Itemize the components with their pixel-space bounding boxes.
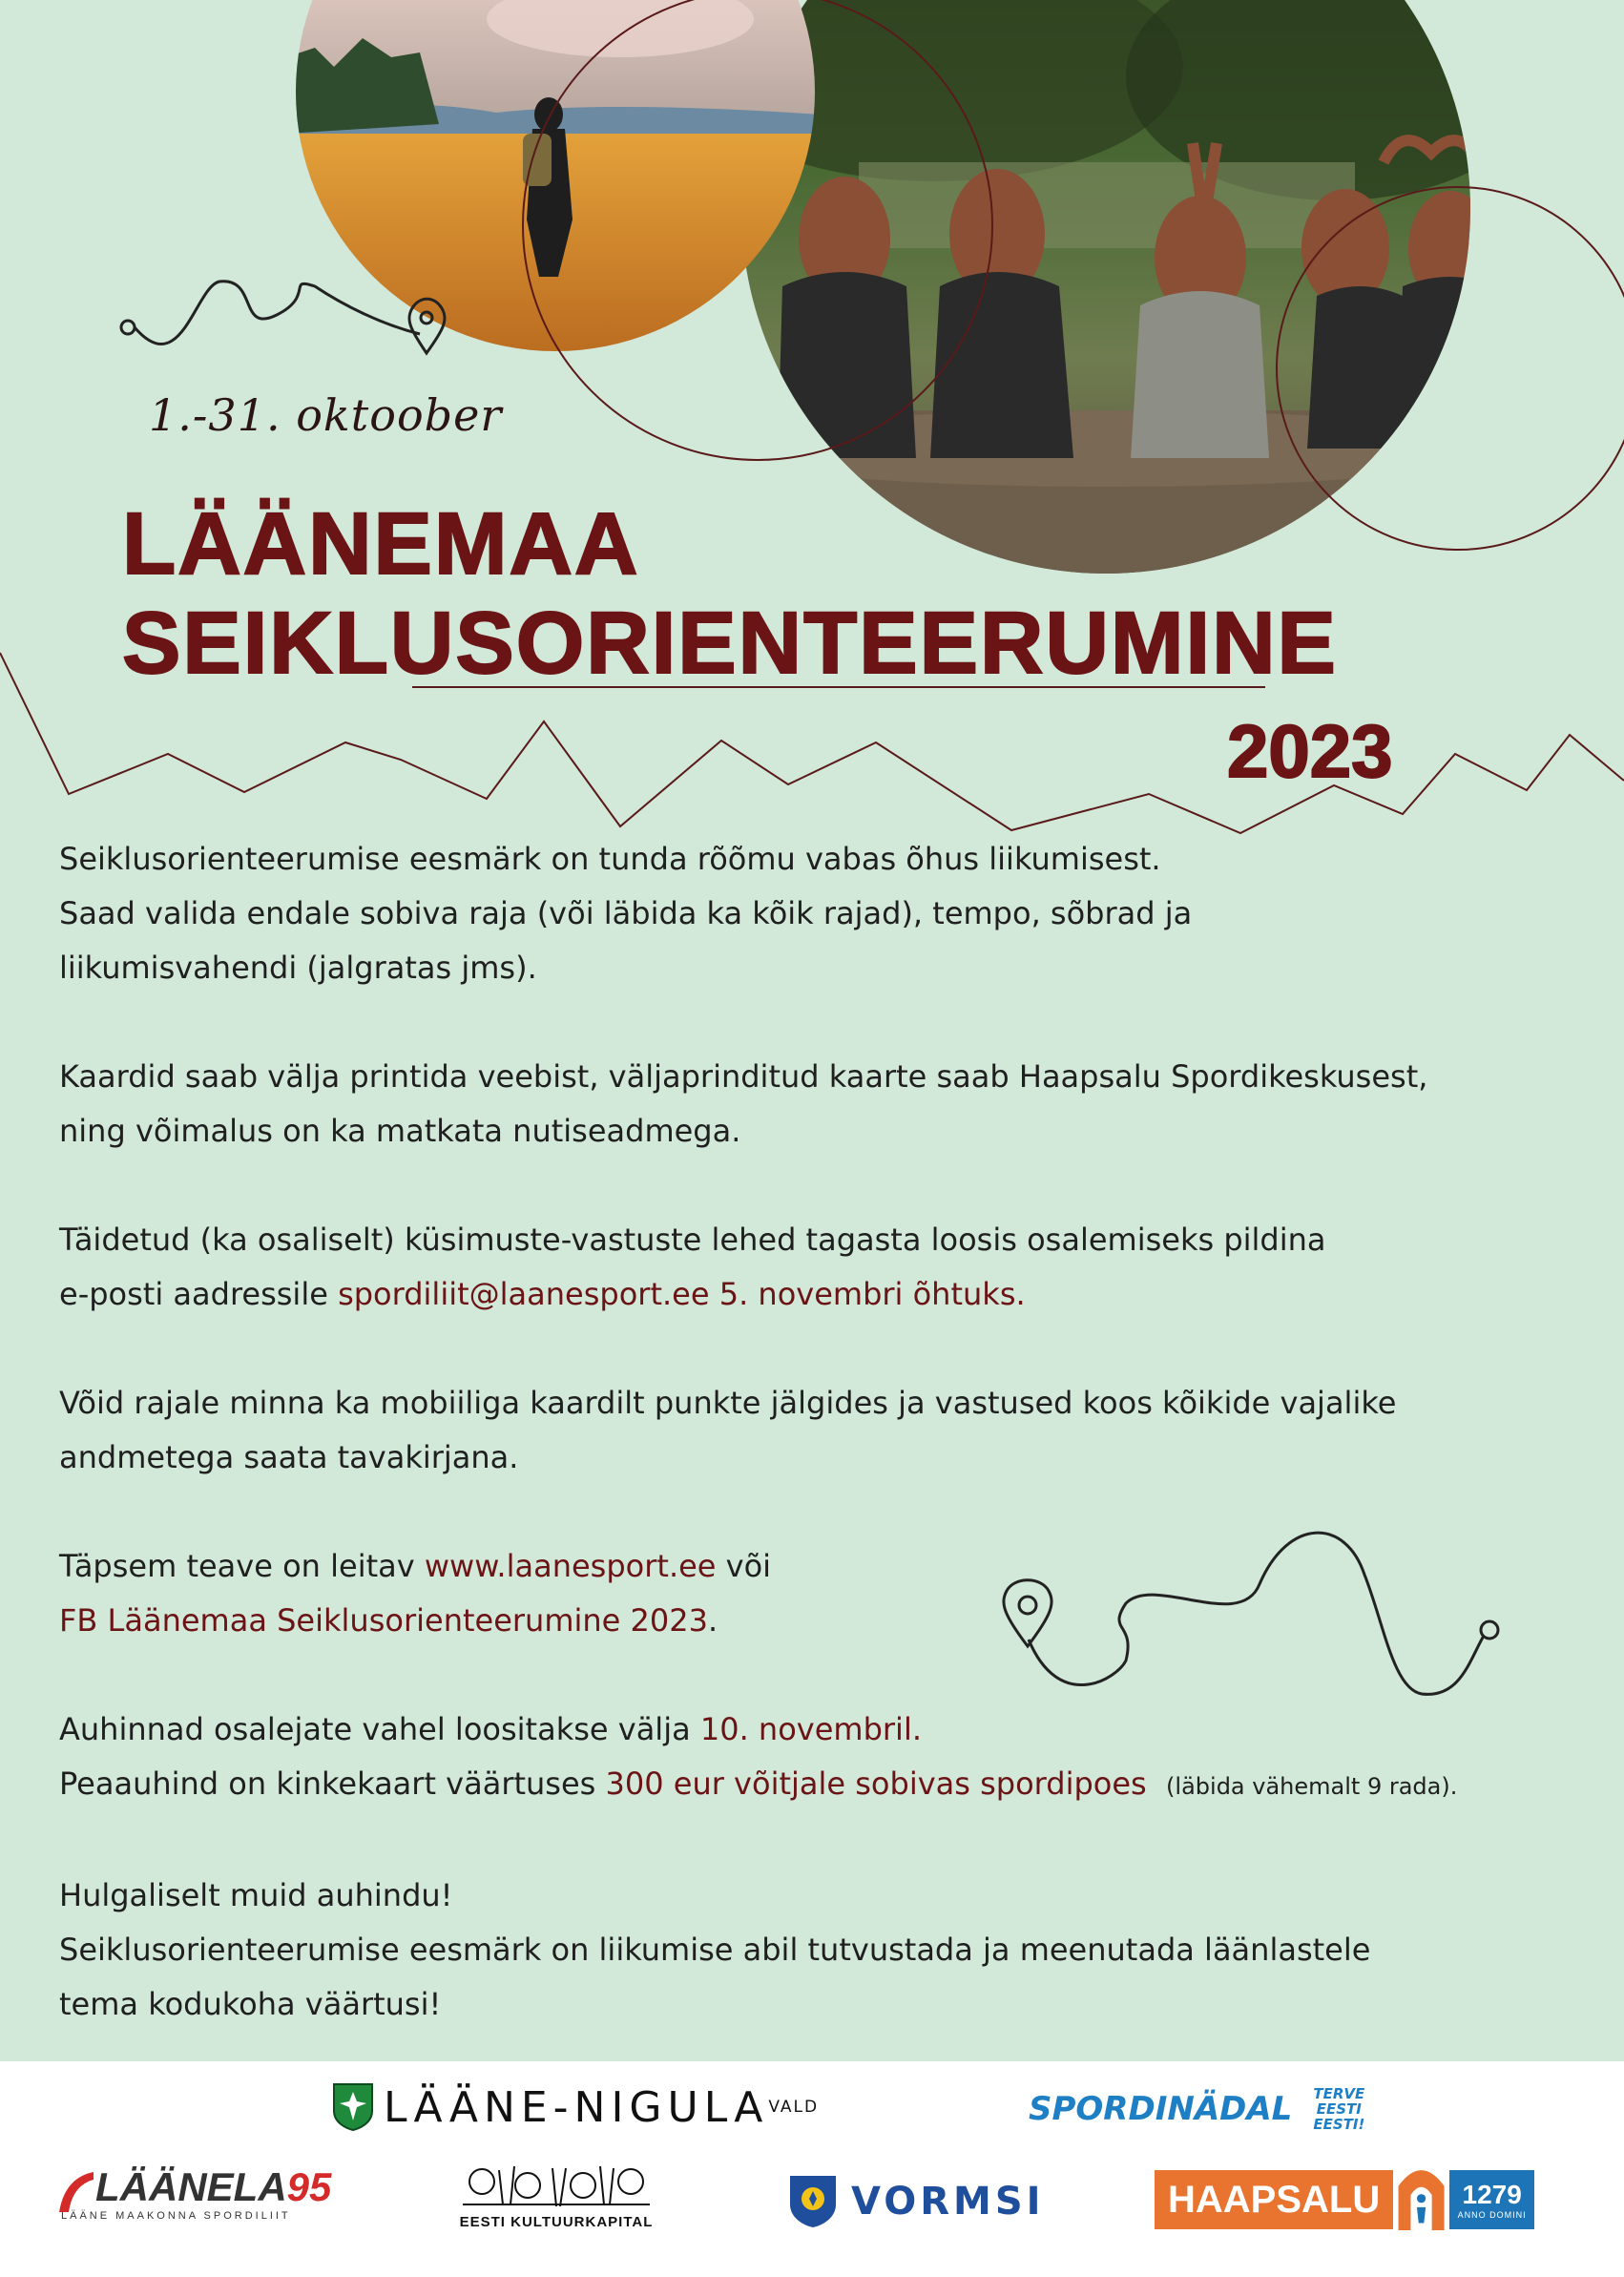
title-line-1: LÄÄNEMAA [122,495,640,593]
event-year: 2023 [1227,709,1393,793]
field-hiker-photo [286,0,821,363]
trail-path-icon [121,282,420,345]
haapsalu-name: HAAPSALU [1155,2170,1393,2229]
haapsalu-tower-icon [1393,2157,1449,2233]
deadline-text: 5. novembri õhtuks. [709,1276,1026,1312]
laane-nigula-name: LÄÄNE-NIGULA [384,2082,769,2132]
terve-eesti-logo: TERVE EESTI EESTI! [1313,2085,1365,2133]
description-text [59,832,1605,2086]
prize-note: (läbida vähemalt 9 rada). [1166,1773,1458,1800]
event-dates: 1.-31. oktoober [149,389,503,441]
shield-icon [788,2174,838,2229]
laanela-stripes-icon [57,2170,95,2214]
laane-nigula-suffix: VALD [768,2098,820,2117]
paragraph-prizes: Auhinnad osalejate vahel loositakse välja 10. novembril. Peaauhind on kinkekaart väärtuses 300 eur võitjale sobivas spordipoes (läbida vähemalt 9 rada). [59,1711,1458,1802]
title-line-2: SEIKLUSORIENTEERUMINE [122,595,1338,692]
spordinadal-name: SPORDINÄDAL [1029,2090,1293,2128]
spordinadal-logo [1029,2086,1364,2132]
laanela-logo [57,2164,331,2222]
paragraph-intro: Seiklusorienteerumise eesmärk on tunda rõõmu vabas õhus liikumisest. Saad valida endale sobiva raja (või läbida ka kõik rajad), tempo, sõbrad ja liikumisvahendi (jalgratas jms). [59,841,1193,986]
paragraph-mobile: Võid rajale minna ka mobiiliga kaardilt punkte jälgides ja vastused koos kõikide vajalike andmetega saata tavakirjana. [59,1385,1397,1475]
kulka-logo [456,2161,656,2230]
main-prize: 300 eur võitjale sobivas spordipoes [605,1765,1147,1802]
haapsalu-anno: ANNO DOMINI [1457,2210,1527,2220]
draw-date: 10. novembril. [699,1711,922,1747]
facebook-link[interactable]: FB Läänemaa Seiklusorienteerumine 2023 [59,1602,708,1639]
kulka-name: EESTI KULTUURKAPITAL [459,2214,654,2230]
haapsalu-badge [1449,2170,1534,2229]
paragraph-maps: Kaardid saab välja printida veebist, väljaprinditud kaarte saab Haapsalu Spordikeskusest, ning võimalus on ka matkata nutiseadmega. [59,1058,1428,1149]
sponsor-footer [0,2061,1624,2277]
paragraph-info: Täpsem teave on leitav www.laanesport.ee või FB Läänemaa Seiklusorienteerumine 2023. [59,1548,772,1639]
paragraph-submission: Täidetud (ka osaliselt) küsimuste-vastuste lehed tagasta loosis osalemiseks pildina e-posti aadressile spordiliit@laanesport.ee 5. novembri õhtuks. [59,1222,1326,1312]
haapsalu-logo [1155,2157,1534,2233]
website-link[interactable]: www.laanesport.ee [424,1548,717,1584]
vormsi-name: VORMSI [851,2180,1045,2224]
paragraph-closing: Hulgaliselt muid auhindu! Seiklusorienteerumise eesmärk on liikumise abil tutvustada ja meenutada läänlastele tema kodukoha väärtusi! [59,1877,1371,2022]
vormsi-logo [788,2174,1045,2229]
sport-figures-icon [461,2161,652,2210]
haapsalu-year: 1279 [1462,2180,1522,2209]
laanela-number: 95 [286,2164,332,2209]
laanela-subtitle: LÄÄNE MAAKONNA SPORDILIIT [61,2210,291,2222]
laanela-name: LÄÄNELA [95,2164,287,2209]
email-link[interactable]: spordiliit@laanesport.ee [338,1276,710,1312]
laane-nigula-logo [332,2080,819,2134]
shield-icon [332,2082,374,2132]
